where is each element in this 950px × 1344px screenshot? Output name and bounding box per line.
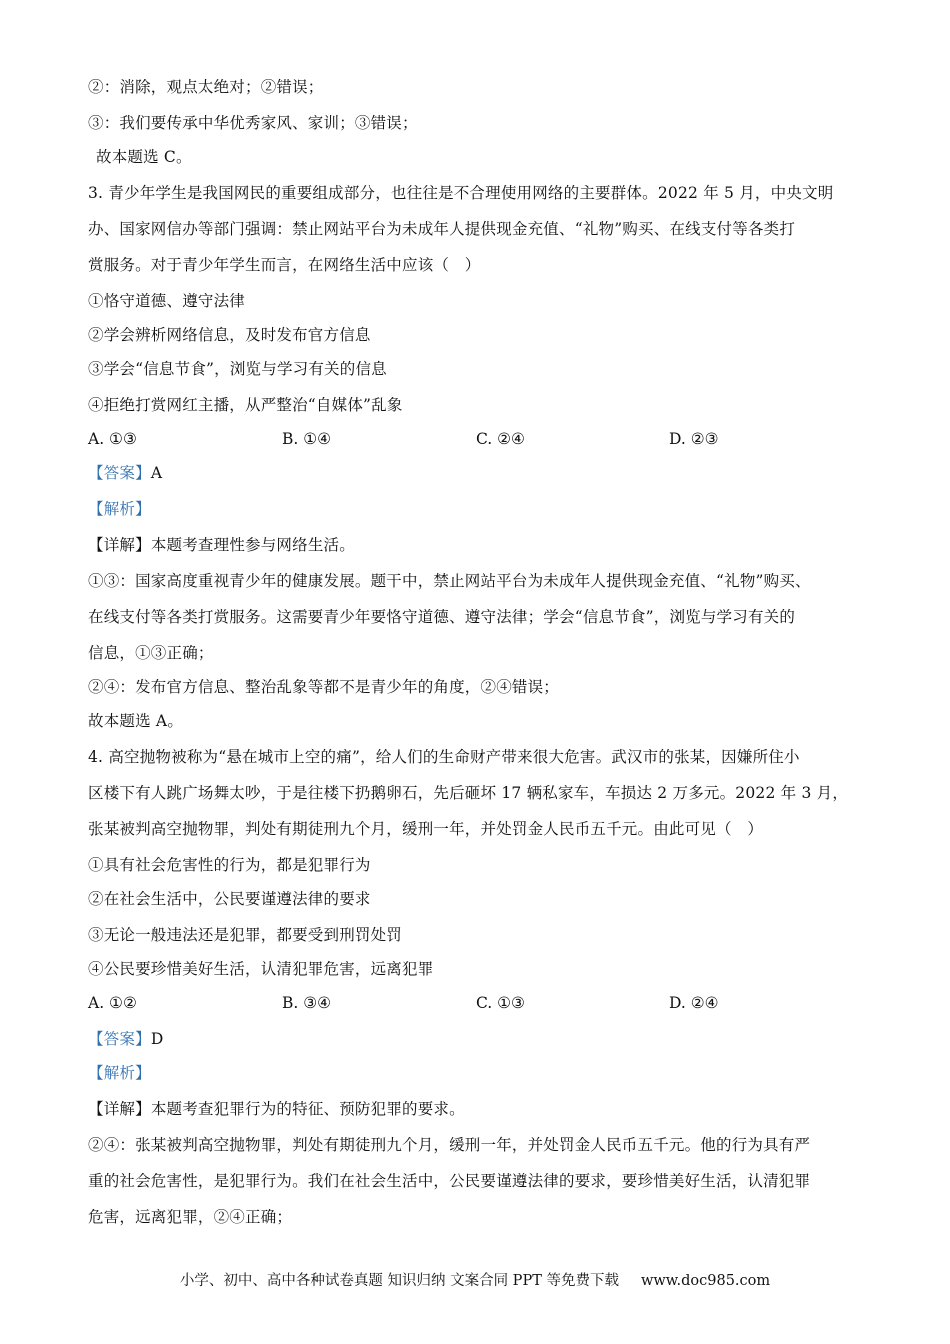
detail-tag: 【详解】 (88, 1100, 151, 1118)
question-stem: 张某被判高空抛物罪，判处有期徒刑九个月，缓刑一年，并处罚金人民币五千元。由此可见（ ） (88, 820, 764, 838)
solution-conclusion: 故本题选 C。 (96, 148, 192, 166)
statement-item: ③无论一般违法还是犯罪，都要受到刑罚处罚 (88, 926, 403, 944)
analysis-line (88, 1062, 868, 1084)
statement-item: ②在社会生活中，公民要谨遵法律的要求 (88, 890, 371, 908)
analysis-line (88, 498, 868, 520)
detail-line: 重的社会危害性，是犯罪行为。我们在社会生活中，公民要谨遵法律的要求，要珍惜美好生活，认清犯罪 (88, 1172, 811, 1190)
option-c: C. ①③ (476, 994, 525, 1012)
solution-conclusion: 故本题选 A。 (88, 712, 184, 730)
statement-item: ①恪守道德、遵守法律 (88, 292, 246, 310)
statement-item: ③学会“信息节食”，浏览与学习有关的信息 (88, 360, 387, 378)
option-c: C. ②④ (476, 430, 525, 448)
option-b: B. ①④ (282, 430, 332, 448)
page-footer (0, 1269, 950, 1290)
detail-line: 信息，①③正确； (88, 644, 214, 662)
detail-line: ①③：国家高度重视青少年的健康发展。题干中，禁止网站平台为未成年人提供现金充值、“礼物”购买、 (88, 572, 811, 590)
detail-line: ②④：发布官方信息、整治乱象等都不是青少年的角度，②④错误； (88, 678, 560, 696)
detail-line (88, 534, 868, 556)
solution-line: ②：消除，观点太绝对；②错误； (88, 78, 324, 96)
footer-site-link[interactable]: www.doc985.com (640, 1273, 771, 1289)
answer-line (88, 1028, 868, 1050)
answer-line (88, 462, 868, 484)
detail-tag: 【详解】 (88, 536, 151, 554)
solution-line: ③：我们要传承中华优秀家风、家训；③错误； (88, 114, 418, 132)
question-stem: 区楼下有人跳广场舞太吵，于是往楼下扔鹅卵石，先后砸坏 17 辆私家车，车损达 2 万多元。2022 年 3 月， (88, 784, 849, 802)
option-b: B. ③④ (282, 994, 332, 1012)
detail-text: 本题考查理性参与网络生活。 (150, 536, 355, 554)
option-a: A. ①③ (88, 430, 137, 448)
question-stem: 赏服务。对于青少年学生而言，在网络生活中应该（ ） (88, 256, 481, 274)
option-a: A. ①② (88, 994, 137, 1012)
answer-tag: 【答案】 (88, 1030, 151, 1048)
statement-item: ④拒绝打赏网红主播，从严整治“自媒体”乱象 (88, 396, 403, 414)
question-stem: 3. 青少年学生是我国网民的重要组成部分，也往往是不合理使用网络的主要群体。2022 年 5 月，中央文明 (88, 184, 834, 202)
detail-line: 在线支付等各类打赏服务。这需要青少年要恪守道德、遵守法律；学会“信息节食”，浏览与学习有关的 (88, 608, 796, 626)
statement-item: ①具有社会危害性的行为，都是犯罪行为 (88, 856, 371, 874)
question-stem: 办、国家网信办等部门强调：禁止网站平台为未成年人提供现金充值、“礼物”购买、在线支付等各类打 (88, 220, 796, 238)
statement-item: ④公民要珍惜美好生活，认清犯罪危害，远离犯罪 (88, 960, 434, 978)
question-stem: 4. 高空抛物被称为“悬在城市上空的痛”，给人们的生命财产带来很大危害。武汉市的张某，因嫌所住小 (88, 748, 800, 766)
option-d: D. ②③ (669, 430, 719, 448)
detail-text: 本题考查犯罪行为的特征、预防犯罪的要求。 (150, 1100, 465, 1118)
answer-value: D (150, 1030, 164, 1048)
footer-text: 小学、初中、高中各种试卷真题 知识归纳 文案合同 PPT 等免费下载 (179, 1273, 619, 1289)
answer-tag: 【答案】 (88, 464, 151, 482)
answer-value: A (150, 464, 163, 482)
option-d: D. ②④ (669, 994, 719, 1012)
detail-line: ②④：张某被判高空抛物罪，判处有期徒刑九个月，缓刑一年，并处罚金人民币五千元。他的行为具有严 (88, 1136, 811, 1154)
analysis-tag: 【解析】 (88, 500, 151, 518)
detail-line: 危害，远离犯罪，②④正确； (88, 1208, 293, 1226)
analysis-tag: 【解析】 (88, 1064, 151, 1082)
detail-line (88, 1098, 868, 1120)
statement-item: ②学会辨析网络信息，及时发布官方信息 (88, 326, 371, 344)
